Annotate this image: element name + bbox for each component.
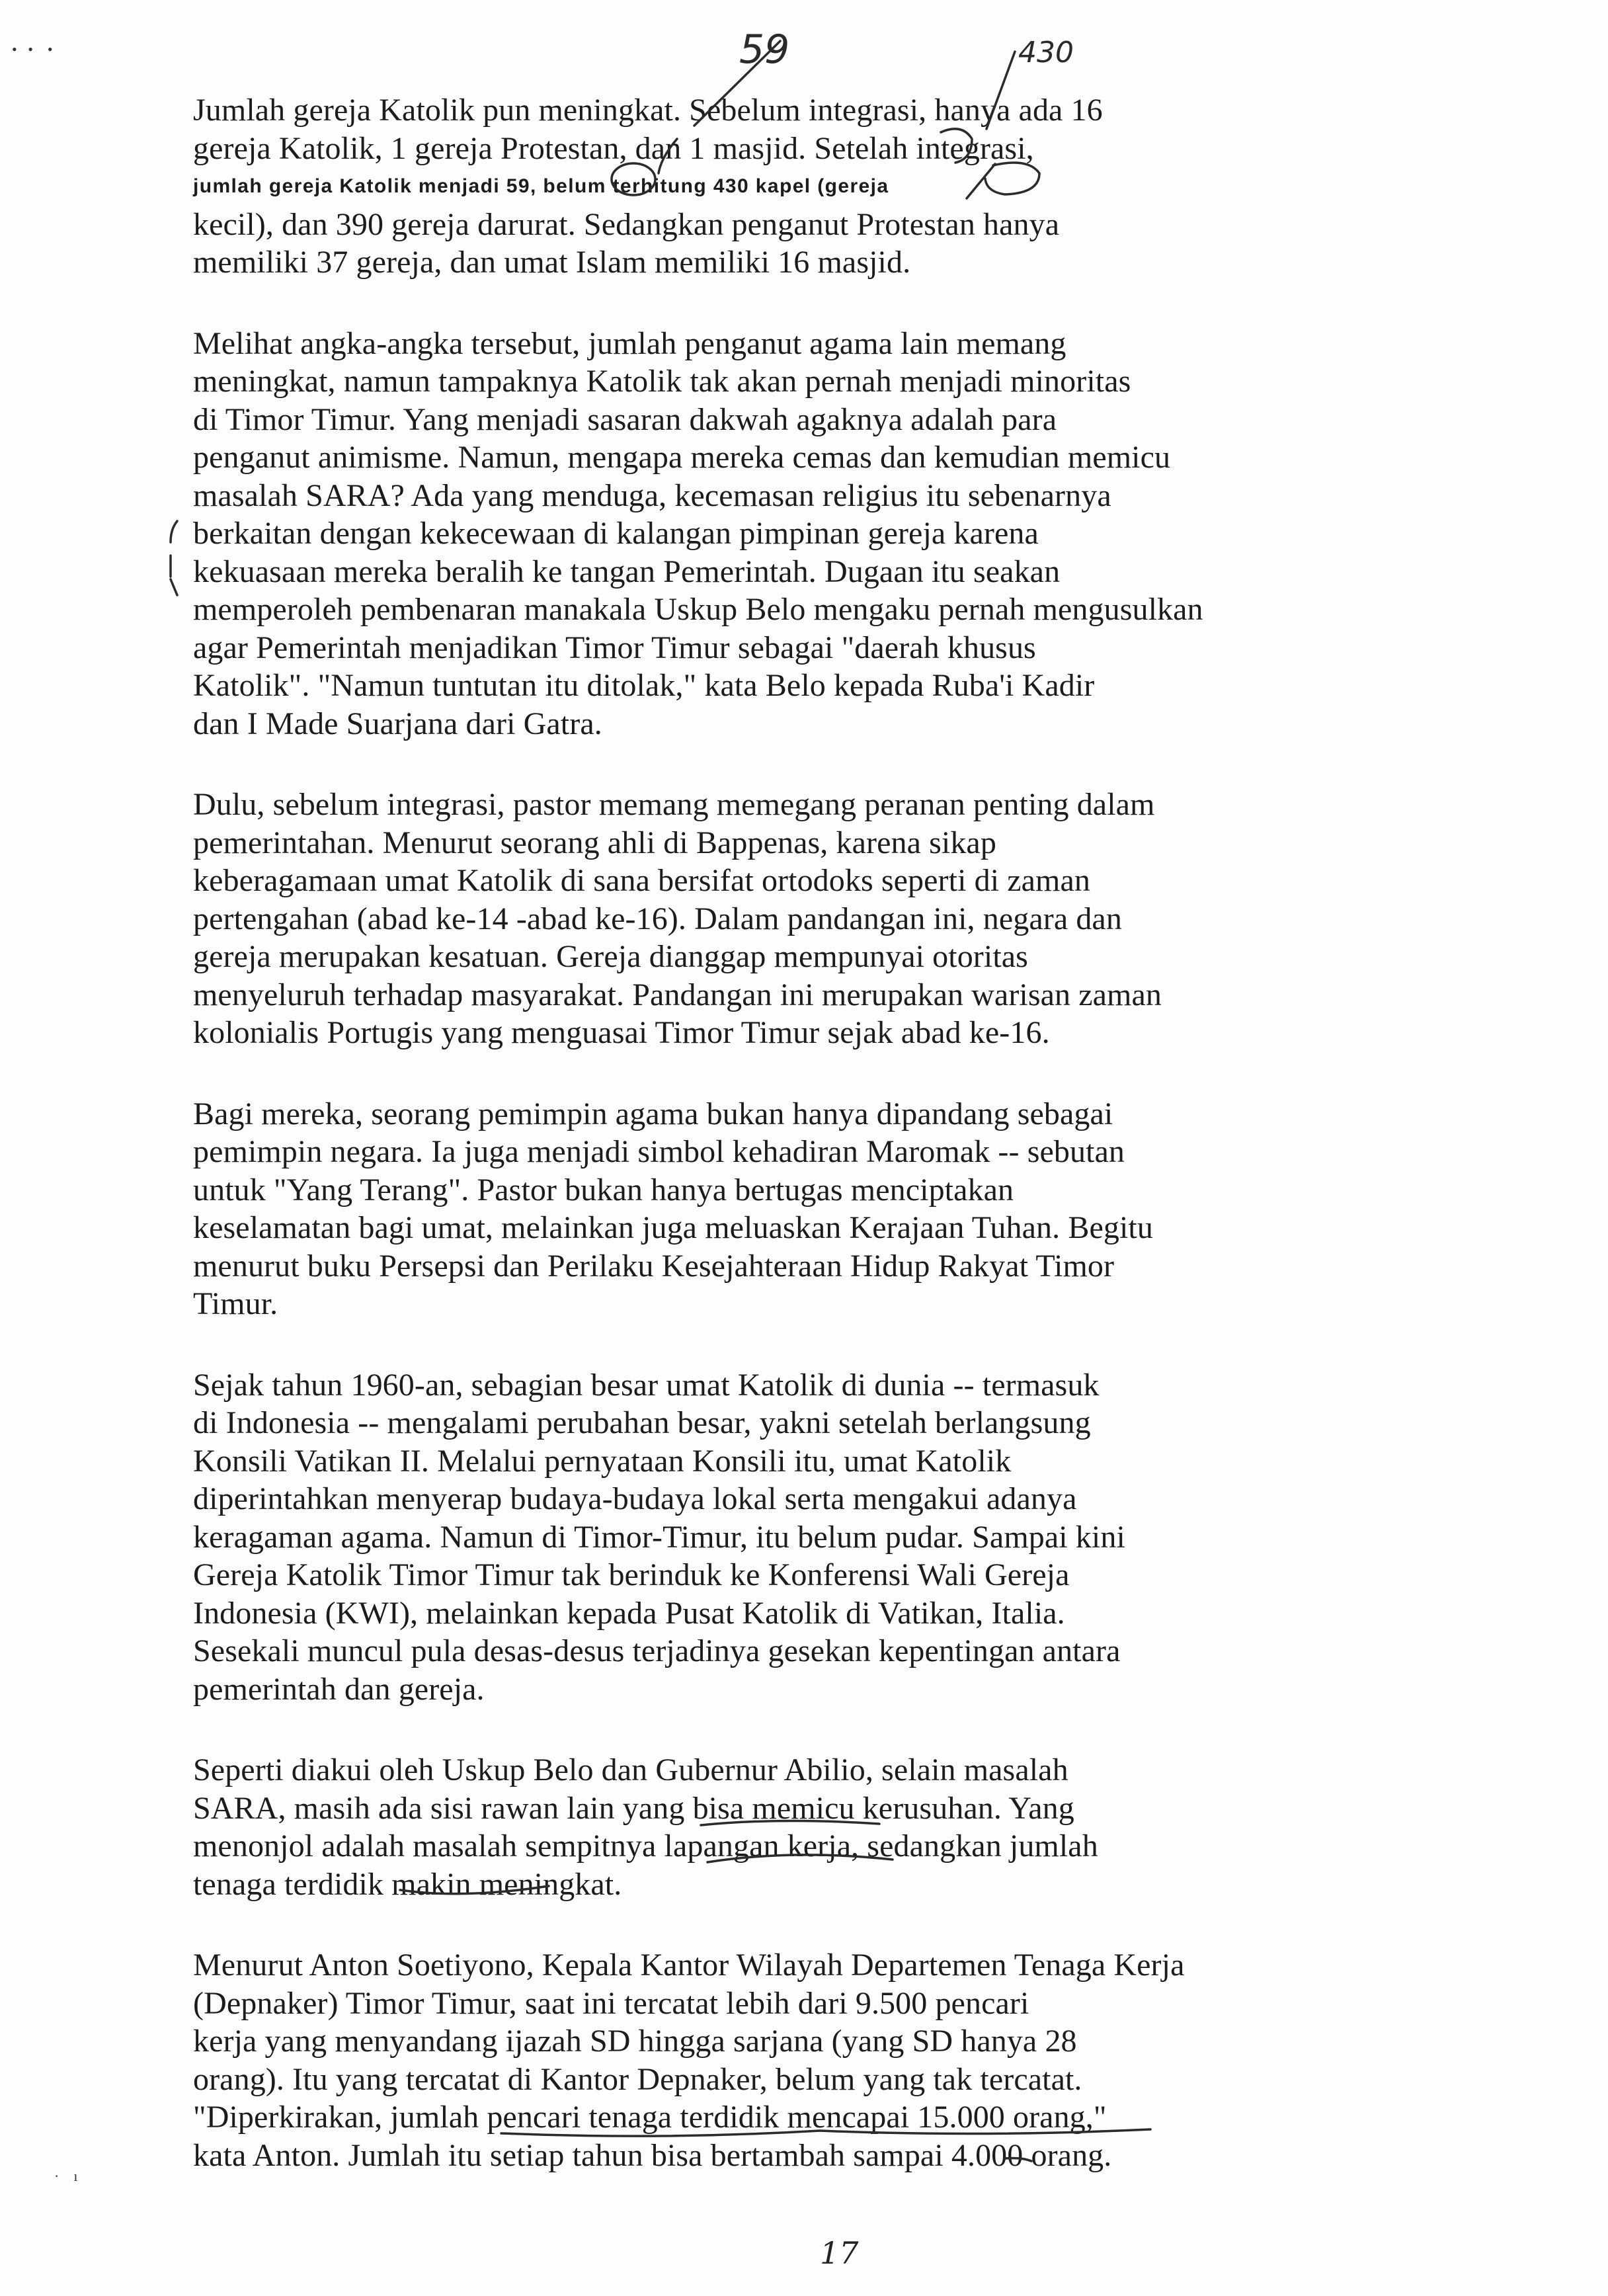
text-line: kata Anton. Jumlah itu setiap tahun bisa bertambah sampai 4.000 orang. [193, 2137, 1112, 2173]
text-line: keragaman agama. Namun di Timor-Timur, itu belum pudar. Sampai kini [193, 1519, 1125, 1555]
text-line: gereja Katolik, 1 gereja Protestan, dan 1 masjid. Setelah integrasi, [193, 130, 1034, 166]
text-line: Sejak tahun 1960-an, sebagian besar umat Katolik di dunia -- termasuk [193, 1367, 1100, 1403]
text-line: kecil), dan 390 gereja darurat. Sedangkan penganut Protestan hanya [193, 206, 1060, 242]
text-line: pemerintah dan gereja. [193, 1671, 485, 1707]
text-line: (Depnaker) Timor Timur, saat ini tercatat lebih dari 9.500 pencari [193, 1985, 1029, 2021]
handwritten-page-number: 17 [820, 2235, 859, 2271]
text-line: Sesekali muncul pula desas-desus terjadinya gesekan kepentingan antara [193, 1633, 1121, 1668]
handwritten-loop-mark [941, 129, 972, 163]
text-line: Konsili Vatikan II. Melalui pernyataan Konsili itu, umat Katolik [193, 1443, 1012, 1479]
handwritten-number-59: 59 [739, 26, 790, 73]
scan-speck: • • • [12, 41, 53, 58]
text-line: dan I Made Suarjana dari Gatra. [193, 706, 602, 741]
handwritten-insert-mark [659, 139, 677, 173]
text-line: Menurut Anton Soetiyono, Kepala Kantor Wilayah Departemen Tenaga Kerja [193, 1948, 1185, 1983]
text-line: "Diperkirakan, jumlah pencari tenaga terdidik mencapai 15.000 orang," [193, 2100, 1107, 2135]
text-line: keberagamaan umat Katolik di sana bersifat ortodoks seperti di zaman [193, 863, 1090, 898]
handwritten-slash-mark [967, 164, 995, 198]
text-line: meningkat, namun tampaknya Katolik tak akan pernah menjadi minoritas [193, 364, 1131, 399]
text-line: memperoleh pembenaran manakala Uskup Belo mengaku pernah mengusulkan [193, 592, 1203, 627]
text-line: pemerintahan. Menurut seorang ahli di Bappenas, karena sikap [193, 825, 996, 860]
text-line: Bagi mereka, seorang pemimpin agama bukan hanya dipandang sebagai [193, 1096, 1113, 1131]
text-line: Jumlah gereja Katolik pun meningkat. Sebelum integrasi, hanya ada 16 [193, 93, 1103, 128]
text-line: agar Pemerintah menjadikan Timor Timur sebagai "daerah khusus [193, 630, 1036, 665]
scan-speck: · ı [54, 2168, 78, 2184]
text-line: Gereja Katolik Timor Timur tak berinduk ke Konferensi Wali Gereja [193, 1557, 1070, 1592]
text-line: SARA, masih ada sisi rawan lain yang bisa memicu kerusuhan. Yang [193, 1790, 1074, 1826]
text-line: kerja yang menyandang ijazah SD hingga sarjana (yang SD hanya 28 [193, 2024, 1077, 2059]
text-line: keselamatan bagi umat, melainkan juga meluaskan Kerajaan Tuhan. Begitu [193, 1210, 1153, 1245]
text-line: Timur. [193, 1286, 278, 1321]
text-line: masalah SARA? Ada yang menduga, kecemasan religius itu sebenarnya [193, 477, 1111, 513]
text-line: Katolik". "Namun tuntutan itu ditolak," kata Belo kepada Ruba'i Kadir [193, 668, 1095, 703]
text-line-inserted: jumlah gereja Katolik menjadi 59, belum terhitung 430 kapel (gereja [193, 175, 889, 197]
text-line: gereja merupakan kesatuan. Gereja dianggap mempunyai otoritas [193, 939, 1028, 974]
text-line: orang). Itu yang tercatat di Kantor Depnaker, belum yang tak tercatat. [193, 2061, 1082, 2097]
underline-mark [501, 2129, 1150, 2136]
underline-mark [701, 1821, 879, 1825]
underline-mark [707, 1855, 893, 1862]
underline-mark [1005, 2158, 1031, 2162]
text-line: menonjol adalah masalah sempitnya lapangan kerja, sedangkan jumlah [193, 1828, 1098, 1864]
text-line: Seperti diakui oleh Uskup Belo dan Gubernur Abilio, selain masalah [193, 1752, 1068, 1787]
text-line: berkaitan dengan kekecewaan di kalangan pimpinan gereja karena [193, 516, 1039, 551]
text-line: untuk "Yang Terang". Pastor bukan hanya bertugas menciptakan [193, 1172, 1014, 1208]
text-line: kolonialis Portugis yang menguasai Timor Timur sejak abad ke-16. [193, 1015, 1050, 1050]
text-line: kekuasaan mereka beralih ke tangan Pemerintah. Dugaan itu seakan [193, 554, 1061, 589]
text-line: di Indonesia -- mengalami perubahan besar, yakni setelah berlangsung [193, 1405, 1091, 1440]
text-line: menurut buku Persepsi dan Perilaku Kesejahteraan Hidup Rakyat Timor [193, 1248, 1115, 1284]
text-line: Melihat angka-angka tersebut, jumlah penganut agama lain memang [193, 325, 1066, 361]
text-line: diperintahkan menyerap budaya-budaya lokal serta mengakui adanya [193, 1481, 1077, 1516]
text-line: memiliki 37 gereja, dan umat Islam memiliki 16 masjid. [193, 245, 911, 280]
margin-bracket-mark [171, 521, 177, 542]
text-line: Dulu, sebelum integrasi, pastor memang memegang peranan penting dalam [193, 787, 1155, 822]
circled-number-59 [612, 163, 655, 195]
handwritten-number-430: 430 [1018, 36, 1074, 69]
text-line: pertengahan (abad ke-14 -abad ke-16). Dalam pandangan ini, negara dan [193, 901, 1122, 936]
text-line: di Timor Timur. Yang menjadi sasaran dakwah agaknya adalah para [193, 401, 1057, 437]
handwritten-slash-mark [986, 52, 1015, 129]
text-line: tenaga terdidik makin meningkat. [193, 1866, 622, 1902]
underline-mark [400, 1886, 549, 1894]
text-line: Indonesia (KWI), melainkan kepada Pusat Katolik di Vatikan, Italia. [193, 1595, 1065, 1631]
text-line: menyeluruh terhadap masyarakat. Pandangan ini merupakan warisan zaman [193, 977, 1162, 1012]
handwritten-slash-mark [694, 41, 780, 126]
text-line: pemimpin negara. Ia juga menjadi simbol kehadiran Maromak -- sebutan [193, 1134, 1125, 1169]
text-line: penganut animisme. Namun, mengapa mereka cemas dan kemudian memicu [193, 440, 1171, 475]
margin-bracket-mark [171, 579, 177, 595]
